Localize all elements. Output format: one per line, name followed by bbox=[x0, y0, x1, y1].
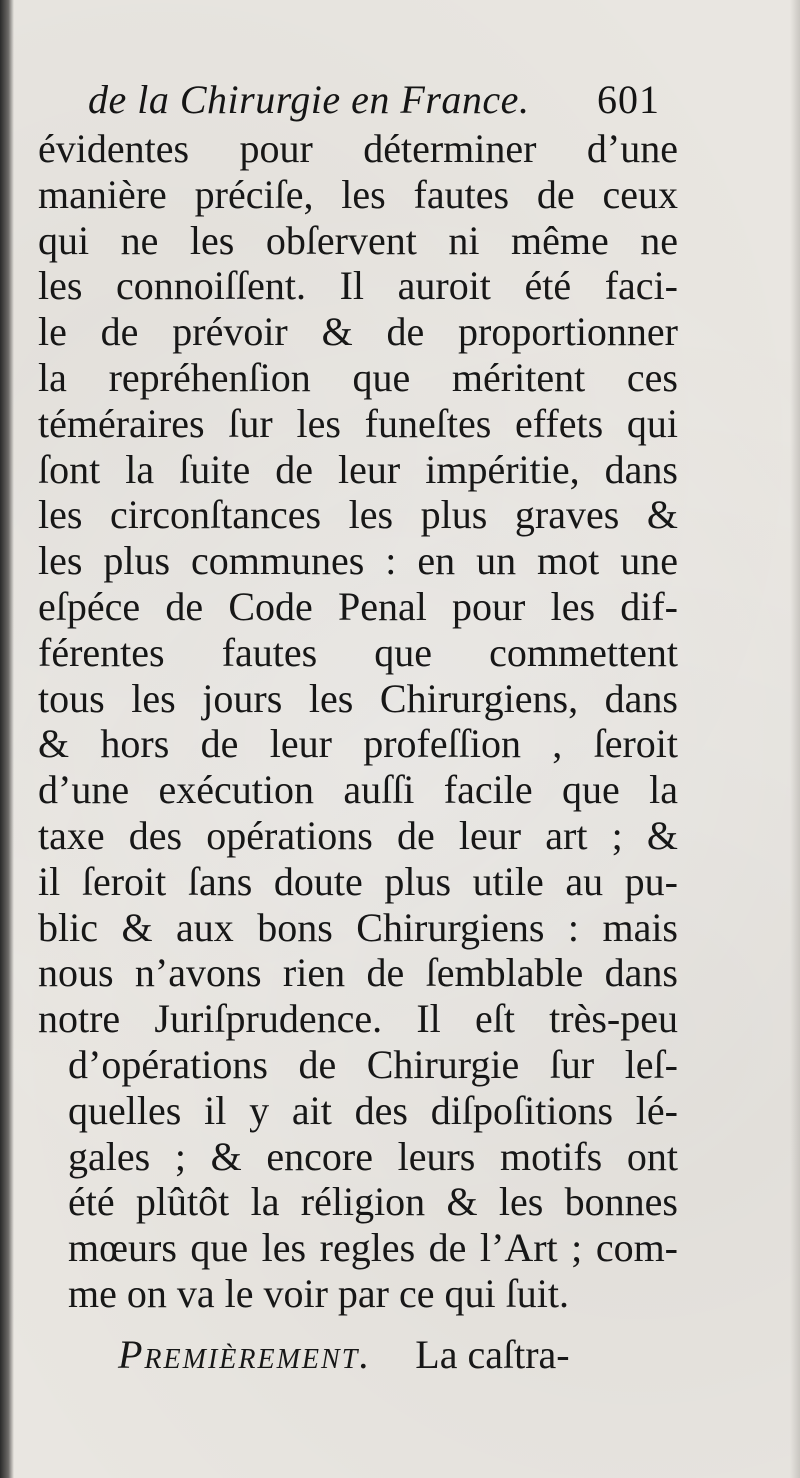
section-continuation: La caſtra- bbox=[415, 1331, 570, 1377]
text-line: évidentes pour déterminer d’une bbox=[38, 126, 678, 171]
text-line: quelles il y ait des diſpoſitions lé- bbox=[68, 1087, 678, 1133]
text-line: gales ; & encore leurs motifs ont bbox=[68, 1133, 678, 1179]
section-heading-line bbox=[38, 1323, 678, 1387]
running-head: de la Chirurgie en France. bbox=[88, 77, 530, 122]
text-line: férentes fautes que commettent bbox=[38, 629, 678, 675]
page-edge bbox=[790, 0, 800, 1478]
page-header bbox=[88, 74, 660, 130]
text-line: qui ne les obſervent ni même ne bbox=[38, 217, 678, 263]
body-text bbox=[38, 126, 678, 1387]
text-line: les circonſtances les plus graves & bbox=[38, 492, 678, 538]
text-line: & hors de leur profeſſion , ſeroit bbox=[38, 721, 678, 767]
text-line: les connoiſſent. Il auroit été faci- bbox=[38, 263, 678, 309]
page-number: 601 bbox=[597, 77, 660, 122]
text-line: tous les jours les Chirurgiens, dans bbox=[38, 675, 678, 721]
text-line: mœurs que les regles de l’Art ; com- bbox=[68, 1225, 678, 1271]
text-line: téméraires ſur les funeſtes effets qui bbox=[38, 400, 678, 446]
text-line: d’opérations de Chirurgie ſur leſ- bbox=[68, 1041, 678, 1087]
text-line: blic & aux bons Chirurgiens : mais bbox=[38, 904, 678, 950]
text-line: notre Juriſprudence. Il eſt très-peu bbox=[38, 996, 678, 1042]
text-line: les plus communes : en un mot une bbox=[38, 538, 678, 584]
section-heading: Premièrement. bbox=[118, 1331, 372, 1377]
text-line: eſpéce de Code Penal pour les dif- bbox=[38, 583, 678, 629]
text-line: nous n’avons rien de ſemblable dans bbox=[38, 950, 678, 996]
page-gutter-shadow bbox=[0, 0, 14, 1478]
text-line: manière préciſe, les fautes de ceux bbox=[38, 171, 678, 217]
text-line: ſont la ſuite de leur impéritie, dans bbox=[38, 446, 678, 492]
text-line: la repréhenſion que méritent ces bbox=[38, 354, 678, 400]
text-line: taxe des opérations de leur art ; & bbox=[38, 812, 678, 858]
text-line: d’une exécution auſſi facile que la bbox=[38, 767, 678, 813]
text-line: été plûtôt la réligion & les bonnes bbox=[68, 1179, 678, 1225]
text-line: le de prévoir & de proportionner bbox=[38, 309, 678, 355]
text-line: me on va le voir par ce qui ſuit. bbox=[68, 1270, 569, 1316]
text-line: il ſeroit ſans doute plus utile au pu- bbox=[38, 858, 678, 904]
